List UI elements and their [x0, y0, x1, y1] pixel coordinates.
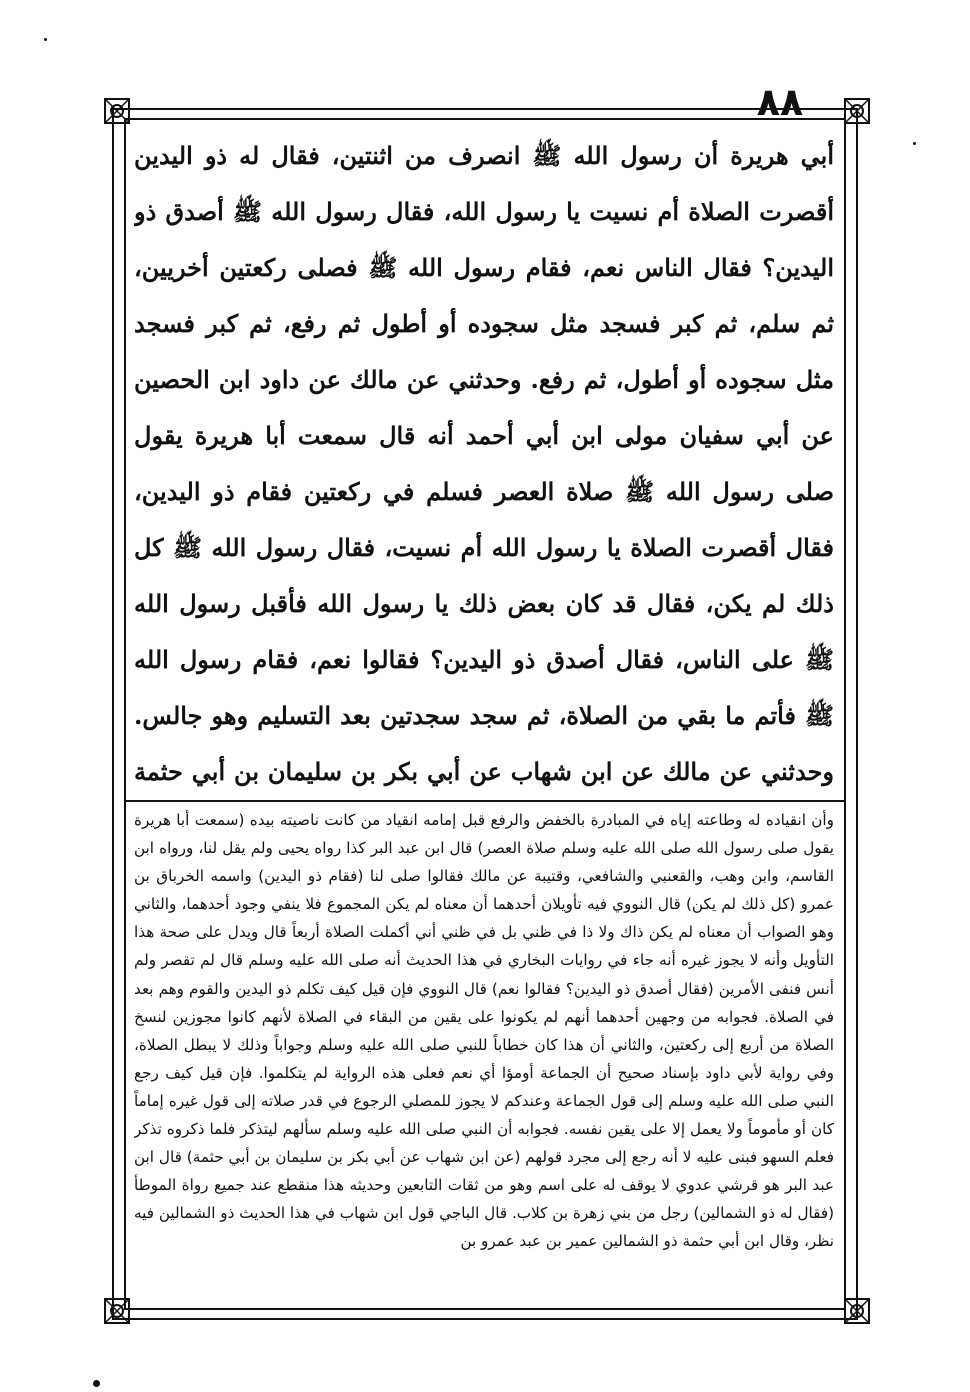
ink-speck — [913, 142, 916, 145]
corner-ornament-top-left — [102, 96, 132, 126]
section-divider — [126, 800, 844, 802]
ink-speck — [44, 38, 47, 41]
main-hadith-text: أبي هريرة أن رسول الله ﷺ انصرف من اثنتين، فقال له ذو اليدين أقصرت الصلاة أم نسيت يا رسول الله، فقال رسول الله ﷺ أصدق ذو اليدين؟ فقال الناس نعم، فقام رسول الله ﷺ فصلى ركعتين أخريين، ثم سلم، ثم كبر فسجد مثل سجوده أو أطول ثم رفع، ثم كبر فسجد مثل سجوده أو أطول، ثم رفع. وحدثني عن مالك عن داود ابن الحصين عن أبي سفيان مولى ابن أبي أحمد أنه قال سمعت أبا هريرة يقول صلى رسول الله ﷺ صلاة العصر فسلم في ركعتين فقام ذو اليدين، فقال أقصرت الصلاة يا رسول الله أم نسيت، فقال رسول الله ﷺ كل ذلك لم يكن، فقال قد كان بعض ذلك يا رسول الله فأقبل رسول الله ﷺ على الناس، فقال أصدق ذو اليدين؟ فقالوا نعم، فقام رسول الله ﷺ فأتم ما بقي من الصلاة، ثم سجد سجدتين بعد التسليم وهو جالس. وحدثني عن مالك عن ابن شهاب عن أبي بكر بن سليمان بن أبي حثمة — [134, 141, 834, 786]
corner-ornament-top-right — [842, 96, 872, 126]
commentary-text: وأن انقياده له وطاعته إياه في المبادرة بالخفض والرفع قبل إمامه انقياد من كانت ناصيته بيده (سمعت أبا هريرة يقول صلى رسول الله صلى الله عليه وسلم صلاة العصر) قال ابن عبد البر كذا رواه يحيى ولم يقل لنا، ورواه ابن القاسم، وابن وهب، والقعنبي والشافعي، وقتيبة عن مالك فقالوا صلى لنا (فقام ذو اليدين) واسمه الخرباق بن عمرو (كل ذلك لم يكن) قال النووي فيه تأويلان أحدهما أن معناه لم يكن المجموع فلا ينفي وجود أحدهما، والثاني وهو الصواب أن معناه لم يكن ذاك ولا ذا في ظني بل في ظني أني أكملت الصلاة أربعاً قال ويدل على صحة هذا التأويل وأنه لا يجوز غيره أنه جاء في روايات البخاري في هذا الحديث أنه صلى الله عليه وسلم قال لم تقصر ولم أنس فنفى الأمرين (فقال أصدق ذو اليدين؟ فقالوا نعم) قال النووي فإن قيل كيف تكلم ذو اليدين والقوم وهم بعد في الصلاة. فجوابه من وجهين أحدهما أنهم لم يكونوا على يقين من البقاء في الصلاة لأنهم كانوا مجوزين لنسخ الصلاة من أربع إلى ركعتين، والثاني أن هذا كان خطاباً للنبي صلى الله عليه وسلم وجواباً وذلك لا يبطل الصلاة، وفي رواية لأبي داود بإسناد صحيح أن الجماعة أومؤا أي نعم فعلى هذه الرواية لم يتكلموا. فإن قيل كيف رجع النبي صلى الله عليه وسلم إلى قول الجماعة وعندكم لا يجوز للمصلي الرجوع في قدر صلاته إلى قول غيره إماماً كان أو مأموماً ولا يعمل إلا على يقين نفسه. فجوابه أن النبي صلى الله عليه وسلم سألهم ليتذكر فلما ذكروه تذكر فعلم السهو فبنى عليه لا أنه رجع إلى مجرد قولهم (عن ابن شهاب عن أبي بكر بن سليمان بن أبي حثمة) قال ابن عبد البر هو قرشي عدوي لا يوقف له على اسم وهو من ثقات التابعين وحديثه هذا منقطع عند جميع رواة الموطأ (فقال له ذو الشمالين) رجل من بني زهرة بن كلاب. قال الباجي قول ابن شهاب في هذا الحديث ذو الشمالين فيه نظر، وقال ابن أبي حثمة ذو الشمالين عمير بن عبد عمرو بن — [134, 811, 834, 1251]
page-number: ٨٨ — [756, 80, 804, 124]
corner-ornament-bottom-right — [842, 1296, 872, 1326]
corner-ornament-bottom-left — [102, 1296, 132, 1326]
ink-speck — [93, 1380, 100, 1387]
